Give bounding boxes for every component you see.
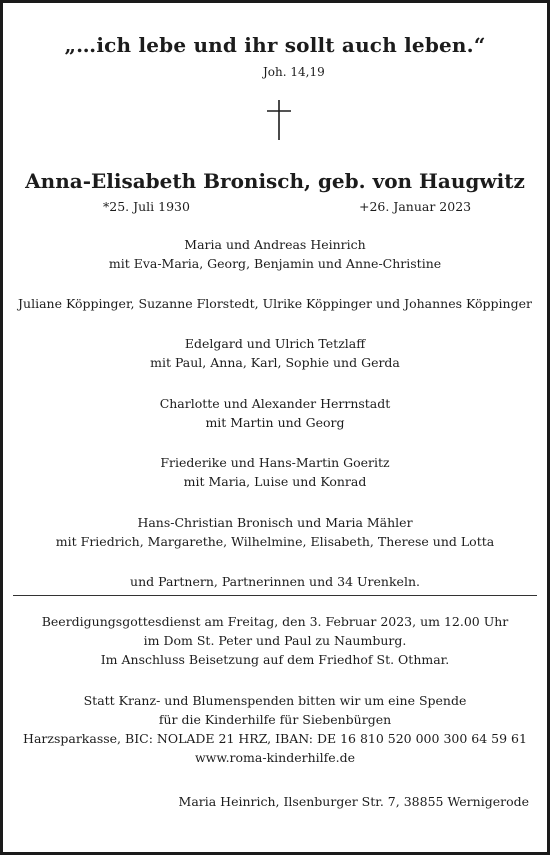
bank-details: Harzsparkasse, BIC: NOLADE 21 HRZ, IBAN: DE 16 810 520 000 300 64 59 61 [23, 731, 527, 746]
mourner-group [3, 572, 547, 591]
cross-icon [267, 100, 291, 140]
service-line: Beerdigungsgottesdienst am Freitag, den 3. Februar 2023, um 12.00 Uhr [41, 614, 509, 629]
deceased-name: Anna-Elisabeth Bronisch, geb. von Haugwitz [25, 169, 525, 193]
mourner-line: und Partnern, Partnerinnen und 34 Urenkeln. [130, 574, 420, 589]
mourner-line: Juliane Köppinger, Suzanne Florstedt, Ulrike Köppinger und Johannes Köppinger [18, 296, 532, 311]
sender-address: Maria Heinrich, Ilsenburger Str. 7, 38855 Wernigerode [178, 794, 529, 809]
service-line: Im Anschluss Beisetzung auf dem Friedhof St. Othmar. [100, 652, 450, 667]
motto-reference: Joh. 14,19 [263, 65, 325, 79]
motto-quote: „…ich lebe und ihr sollt auch leben.“ [64, 33, 486, 57]
donation-website: www.roma-kinderhilfe.de [194, 750, 356, 765]
mourner-line: Edelgard und Ulrich Tetzlaff [184, 336, 366, 351]
mourner-line: mit Maria, Luise und Konrad [183, 474, 367, 489]
service-info [3, 612, 547, 669]
service-line: im Dom St. Peter und Paul zu Naumburg. [143, 633, 407, 648]
mourner-group [3, 394, 547, 432]
donation-line: Statt Kranz- und Blumenspenden bitten wir um eine Spende [83, 693, 467, 708]
mourner-group [3, 235, 547, 273]
mourner-line: mit Eva-Maria, Georg, Benjamin und Anne-Christine [108, 256, 442, 271]
mourner-line: Maria und Andreas Heinrich [184, 237, 366, 252]
mourner-line: mit Martin und Georg [205, 415, 345, 430]
mourner-line: mit Friedrich, Margarethe, Wilhelmine, Elisabeth, Therese und Lotta [55, 534, 495, 549]
mourner-line: Charlotte und Alexander Herrnstadt [159, 396, 391, 411]
mourner-group [3, 453, 547, 491]
mourner-line: mit Paul, Anna, Karl, Sophie und Gerda [150, 355, 400, 370]
death-date: +26. Januar 2023 [359, 199, 472, 214]
mourner-group [3, 294, 547, 313]
donation-info [3, 691, 547, 767]
mourner-group [3, 334, 547, 372]
mourner-group [3, 513, 547, 551]
donation-line: für die Kinderhilfe für Siebenbürgen [158, 712, 392, 727]
birth-date: *25. Juli 1930 [103, 199, 190, 214]
mourner-line: Friederike und Hans-Martin Goeritz [160, 455, 390, 470]
mourner-line: Hans-Christian Bronisch und Maria Mähler [137, 515, 413, 530]
divider [13, 595, 537, 596]
